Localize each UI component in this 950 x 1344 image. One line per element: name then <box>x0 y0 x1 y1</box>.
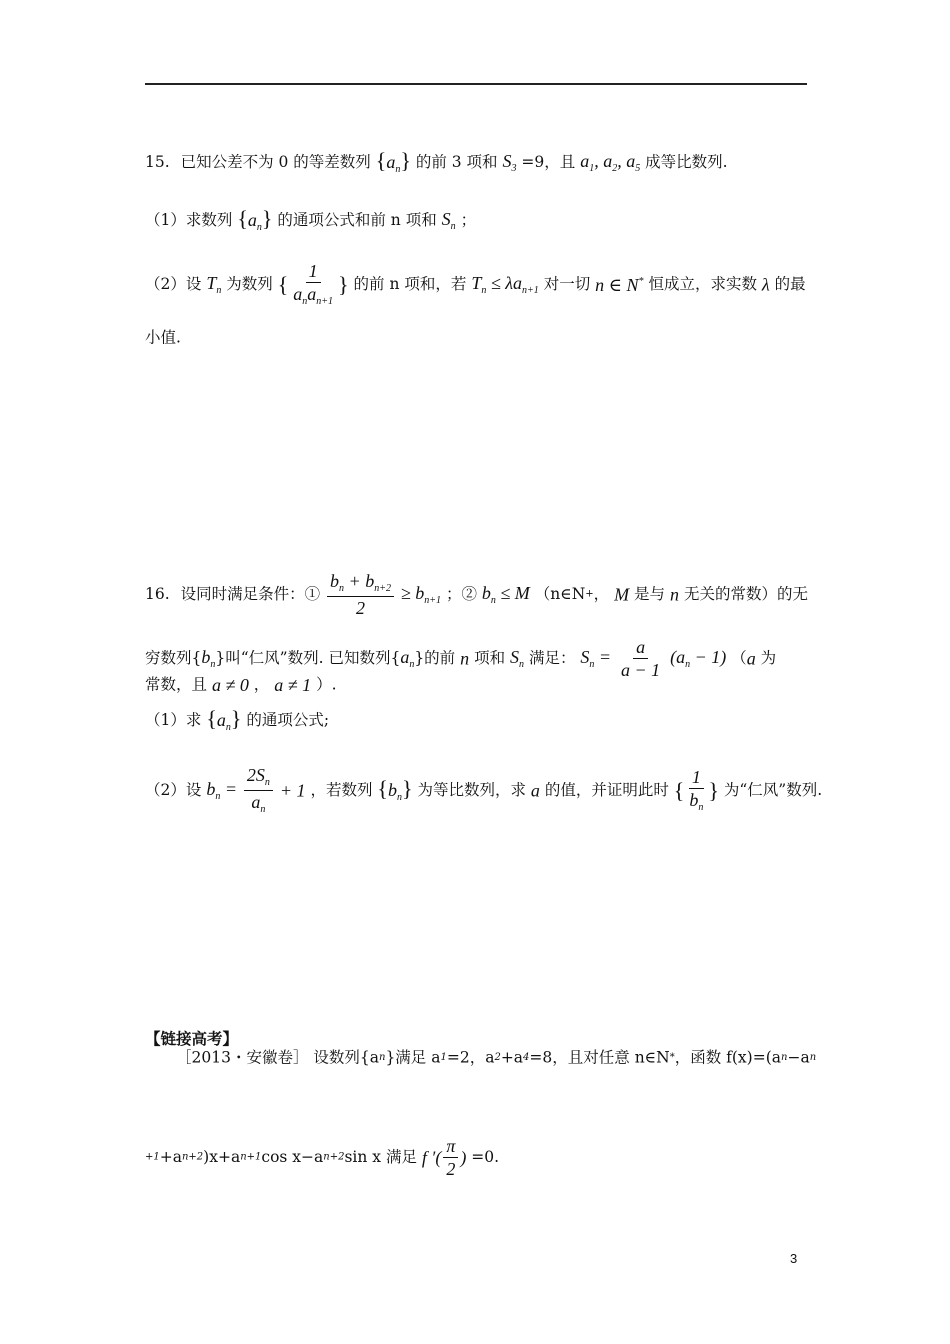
q16-line3: 常数，且 a ≠ 0 ， a ≠ 1 ）. <box>145 675 337 695</box>
q15-line1: 15. 已知公差不为 0 的等差数列 $\{a_n\}$ 的前 3 项和 $S_3 =9$，且 $a_1$, $a_2$, $a_5$ 成等比数列. <box>145 148 728 175</box>
q15-part2-cont: 小值. <box>145 328 181 347</box>
q16-line2: 穷数列$\{b_n\}$叫“仁风”数列. 已知数列$\{a_n\}$的前 n 项和 $S_n$ 满足： $S_n$ = $\frac{a}{a - 1}$ $(a_n - 1)$ （a 为 <box>145 637 777 680</box>
q15-part2: （2）设 $T_n$ 为数列 { $\frac{1}{a_na_{n+1}}$ } 的前 n 项和，若 $T_n \le \lambda a_{n+1}$ 对一切 n ∈ N* 恒成立，求实数 λ 的最 <box>145 261 806 307</box>
q16-part2: （2）设 $b_n$ = $\frac{2S_n}{a_n}$ + 1 ，若数列 $\{b_n\}$ 为等比数列，求 a 的值，并证明此时 { $\frac{1}{b_n}$ } 为“仁风”数列. <box>145 765 823 815</box>
q15-part1: （1）求数列 $\{a_n\}$ 的通项公式和前 n 项和 $S_n$ ； <box>145 206 477 233</box>
q16-line1: 16. 设同时满足条件：① $\frac{b_n + b_{n+2}}{2}$ ≥ $b_{n+1}$ ；② $b_n \le M$ （n∈N+， M 是与 n 无关的常数）的无 <box>145 571 808 618</box>
q16-part1: （1）求 $\{a_n\}$ 的通项公式; <box>145 706 330 733</box>
fraction-1-over-anan1: $\frac{1}{a_na_{n+1}}$ <box>293 261 334 307</box>
link-line2: +1+an+2)x+an+1cos x−an+2sin x 满足 f ′( $\frac{\pi}{2}$ ) =0. <box>145 1136 500 1179</box>
link-line1: ［2013・安徽卷］ 设数列{an}满足 a1=2，a2+a4=8，且对任意 n∈N*，函数 f(x)=(an−an <box>176 1048 817 1067</box>
header-rule <box>145 83 807 85</box>
link-section-title: 【链接高考】 <box>145 1030 239 1048</box>
page-number: 3 <box>790 1251 798 1266</box>
